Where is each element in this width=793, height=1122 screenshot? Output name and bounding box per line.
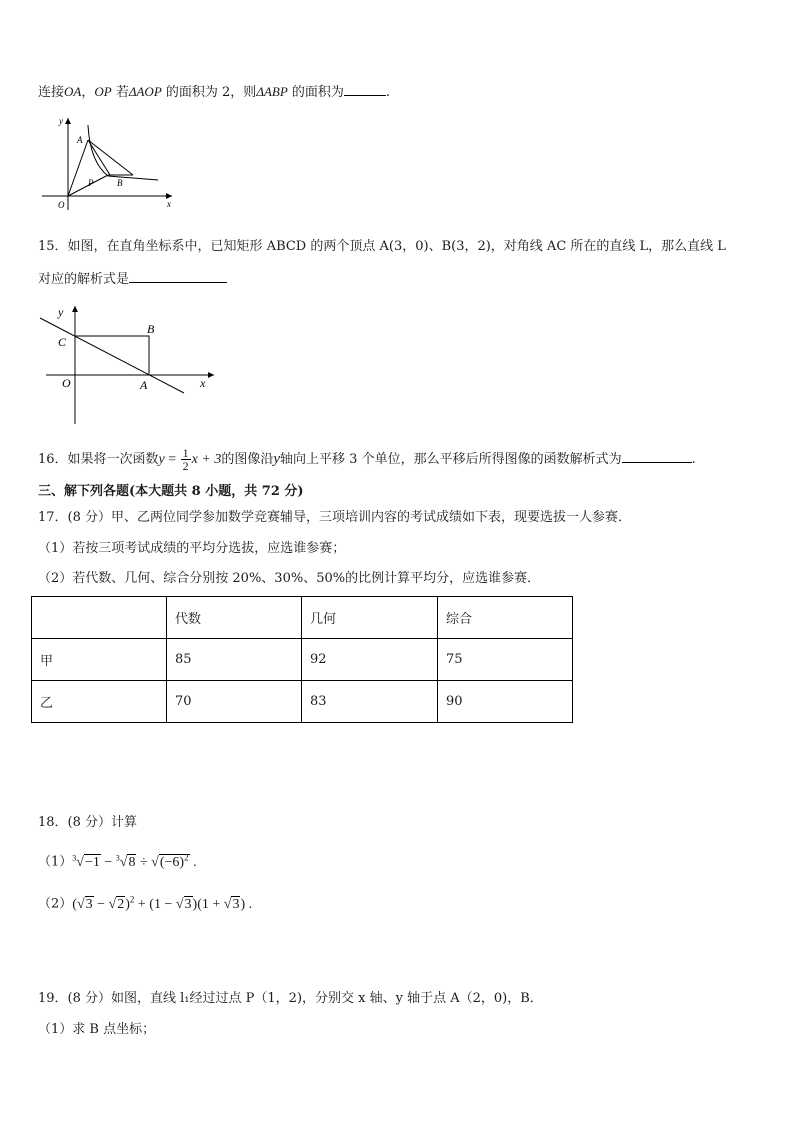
segment-oa: OA [64,84,82,99]
table-cell: 75 [438,639,573,681]
q16-equation: y = $\frac{1}{2}$ x + 3 [158,446,222,474]
q15-figure [34,302,222,428]
point-a-label: A [140,378,148,392]
q15-line1: 15．如图，在直角坐标系中，已知矩形 ABCD 的两个顶点 A(3，0)、B(3，2)，对角线 AC 所在的直线 L，那么直线 L [38,239,726,254]
q18-part1: $(1)^3√-1 - ^3√8 \div √(-6)^2$ . [38,852,197,870]
answer-blank[interactable] [344,83,386,96]
triangle-abp: ΔABP [256,84,288,99]
y-axis-label: y [59,116,63,126]
q16-text: 16．如果将一次函数y = $\frac{1}{2}$ x + 3的图像沿y轴向上平移 3 个单位，那么平移后所得图像的函数解析式为 . [38,446,696,474]
q15-line2: 对应的解析式是 [38,270,227,289]
q17-part1: （1）若按三项考试成绩的平均分选拔，应选谁参赛； [38,541,346,556]
answer-blank[interactable] [622,450,692,463]
table-row [32,681,573,723]
table-header-cell [32,597,167,639]
q14-figure [38,112,178,214]
table-header-cell: 几何 [302,597,438,639]
q18-part2: $(2)(√3 - √2)^2 + (1 - √3)(1 + √3)$ . [38,894,253,912]
y-axis-label: y [58,305,64,319]
q18-expression-2: $(√3 - √2)^2 + (1 - √3)(1 + √3)$ . [72,894,253,912]
triangle-aop: ΔAOP [128,84,162,99]
q19-intro: 19．(8 分）如图，直线 l₁经过过点 P（1，2)，分别交 x 轴、y 轴于点 A（2，0)，B． [38,991,543,1006]
x-axis-label: x [200,376,206,390]
table-cell: 90 [438,681,573,723]
point-a-label: A [77,135,83,145]
table-cell: 92 [302,639,438,681]
answer-blank[interactable] [129,270,227,283]
fraction-one-half: $\frac{1}{2}$ [182,446,189,474]
point-b-label: B [117,178,123,188]
q14-text: 连接OA，OP 若ΔAOP 的面积为 2，则ΔABP 的面积为 . [38,84,391,100]
q19-part1: （1）求 B 点坐标； [38,1022,156,1037]
q18-intro: 18．(8 分）计算 [38,815,138,830]
segment-op: OP [94,84,112,99]
q17-part2: （2）若代数、几何、综合分别按 20%、30%、50%的比例计算平均分，应选谁参赛． [38,571,541,586]
score-table [31,596,573,723]
table-row [32,639,573,681]
table-header-row [32,597,573,639]
q17-intro: 17．(8 分）甲、乙两位同学参加数学竞赛辅导，三项培训内容的考试成绩如下表，现要选拔一人参赛． [38,510,632,525]
point-c-label: C [58,335,67,349]
table-cell: 乙 [32,681,167,723]
origin-label: O [62,376,71,390]
table-header-cell: 代数 [167,597,302,639]
table-cell: 85 [167,639,302,681]
table-header-cell: 综合 [438,597,573,639]
point-b-label: B [147,322,155,336]
x-axis-label: x [167,199,171,209]
table-cell: 83 [302,681,438,723]
q18-expression-1: $^3√-1 - ^3√8 \div √(-6)^2$ . [72,852,197,870]
section-heading: 三、解下列各题(本大题共 8 小题，共 72 分) [38,484,304,499]
table-cell: 70 [167,681,302,723]
point-p-label: P [88,178,94,188]
table-cell: 甲 [32,639,167,681]
origin-label: O [58,200,65,210]
